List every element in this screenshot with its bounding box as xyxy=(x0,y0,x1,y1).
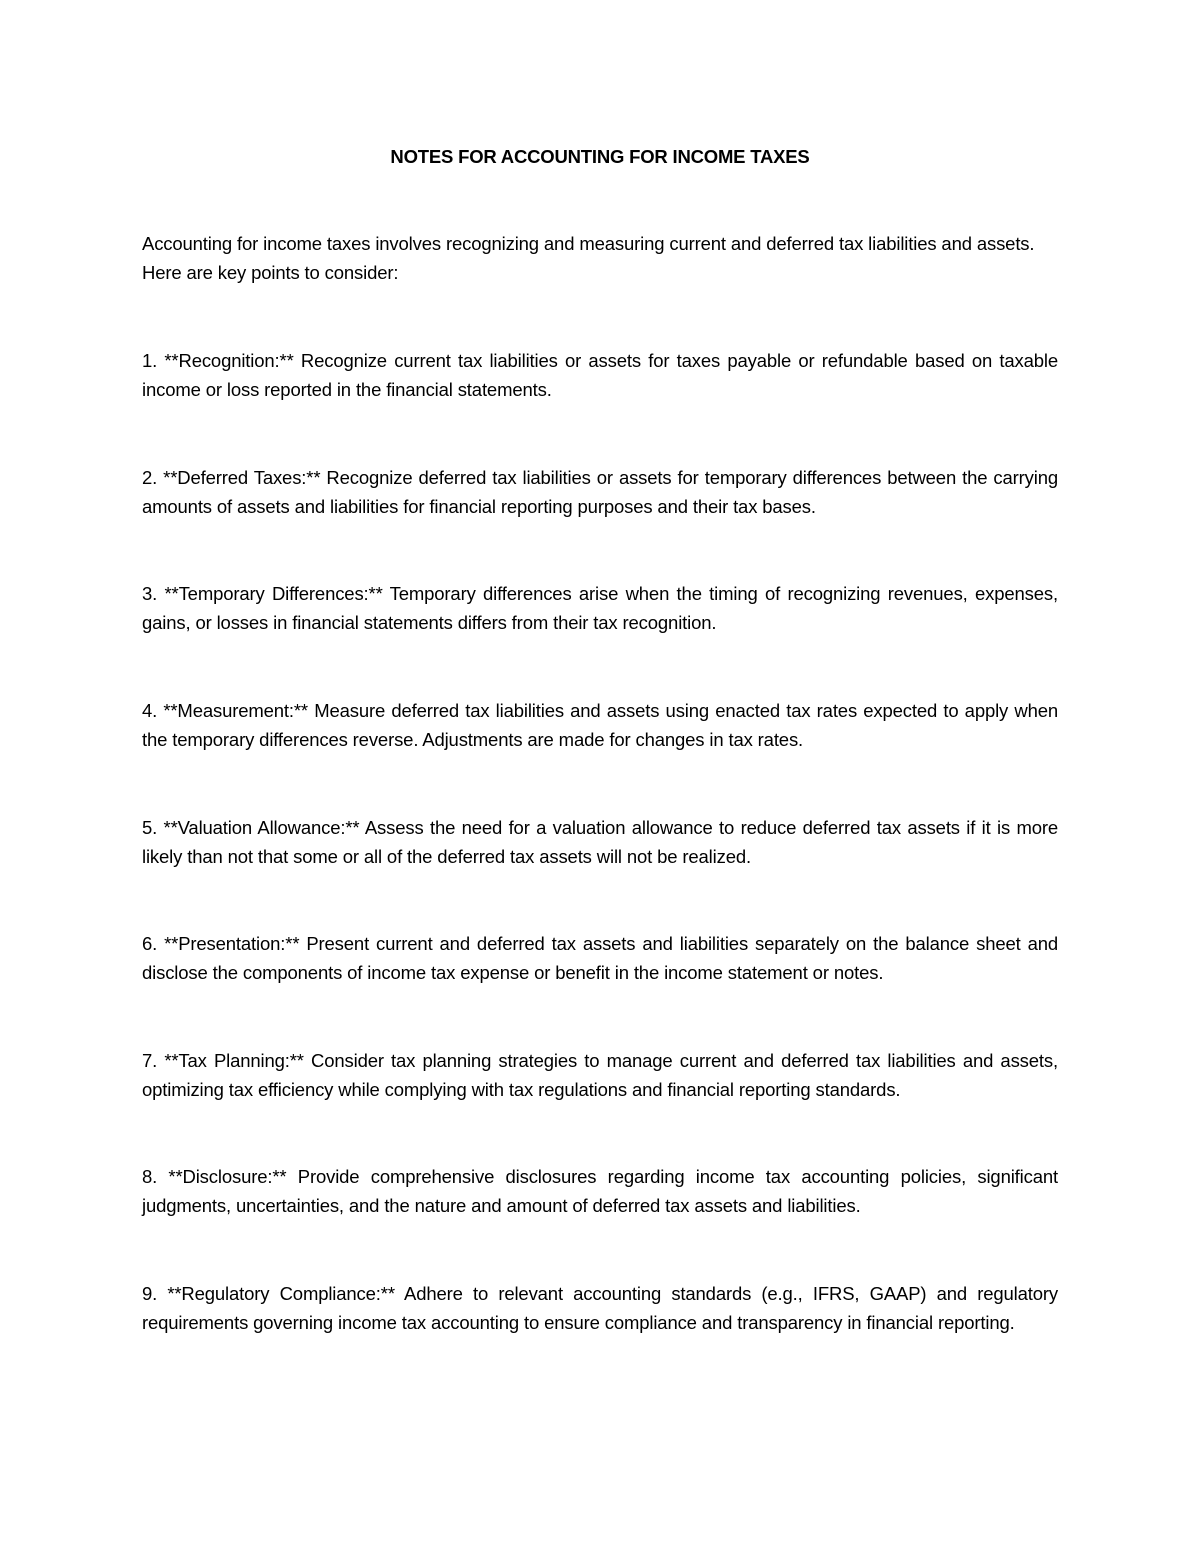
point-measurement: 4. **Measurement:** Measure deferred tax liabilities and assets using enacted tax rates expected to apply when the temporary differences reverse. Adjustments are made for changes in tax rates. xyxy=(142,700,1058,750)
point-presentation: 6. **Presentation:** Present current and deferred tax assets and liabilities separately on the balance sheet and disclose the components of income tax expense or benefit in the income statement or notes. xyxy=(142,933,1058,983)
point-regulatory-compliance: 9. **Regulatory Compliance:** Adhere to relevant accounting standards (e.g., IFRS, GAAP) and regulatory requirements governing income tax accounting to ensure compliance and transparency in financial reporting. xyxy=(142,1283,1058,1333)
point-deferred-taxes: 2. **Deferred Taxes:** Recognize deferred tax liabilities or assets for temporary differences between the carrying amounts of assets and liabilities for financial reporting purposes and their tax bases. xyxy=(142,467,1058,517)
point-recognition: 1. **Recognition:** Recognize current tax liabilities or assets for taxes payable or refundable based on taxable income or loss reported in the financial statements. xyxy=(142,350,1058,400)
point-disclosure: 8. **Disclosure:** Provide comprehensive disclosures regarding income tax accounting policies, significant judgments, uncertainties, and the nature and amount of deferred tax assets and liabilities. xyxy=(142,1166,1058,1216)
point-tax-planning: 7. **Tax Planning:** Consider tax planning strategies to manage current and deferred tax liabilities and assets, optimizing tax efficiency while complying with tax regulations and financial reporting standards. xyxy=(142,1050,1058,1100)
point-temporary-differences: 3. **Temporary Differences:** Temporary differences arise when the timing of recognizing revenues, expenses, gains, or losses in financial statements differs from their tax recognition. xyxy=(142,583,1058,633)
point-valuation-allowance: 5. **Valuation Allowance:** Assess the need for a valuation allowance to reduce deferred tax assets if it is more likely than not that some or all of the deferred tax assets will not be realized. xyxy=(142,817,1058,867)
document-title: NOTES FOR ACCOUNTING FOR INCOME TAXES xyxy=(390,146,810,167)
intro-paragraph: Accounting for income taxes involves recognizing and measuring current and deferred tax liabilities and assets. Here are key points to consider: xyxy=(142,233,1035,283)
